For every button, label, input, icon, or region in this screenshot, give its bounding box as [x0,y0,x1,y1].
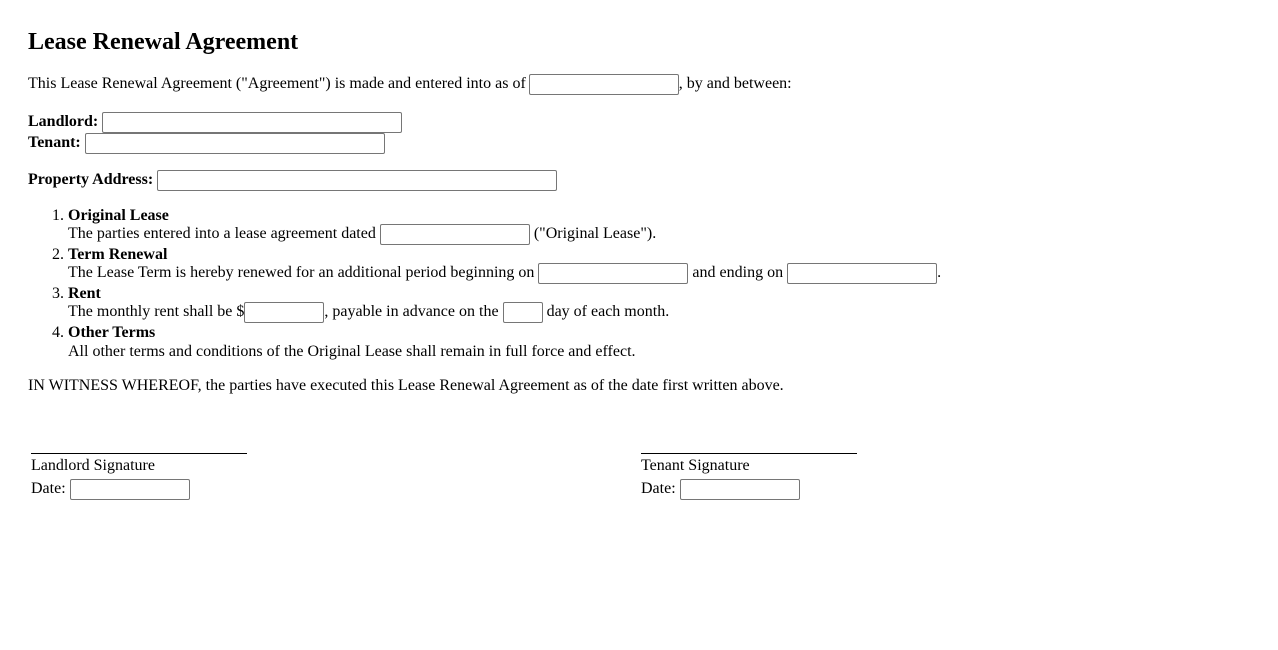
section-body [68,224,656,245]
date-label: Date: [641,480,676,498]
tenant-signature-label: Tenant Signature [641,457,750,474]
intro-text: This Lease Renewal Agreement ("Agreement") is made and entered into as of [28,75,526,93]
landlord-date-row [31,479,288,500]
section-text: The Lease Term is hereby renewed for an additional period beginning on [68,264,535,282]
section-title: Original Lease [68,207,169,224]
section-text: The monthly rent shall be $ [68,303,245,321]
witness-clause: IN WITNESS WHEREOF, the parties have executed this Lease Renewal Agreement as of the date first written above. [28,377,784,394]
tenant-label: Tenant: [28,134,81,152]
intro-text-end: , by and between: [678,75,792,93]
section-text-middle: , payable in advance on the [324,303,499,321]
landlord-signature-line[interactable] [31,453,247,454]
section-body [68,302,669,323]
section-number: 4. [52,324,64,341]
property-address-input[interactable] [157,170,557,191]
original-lease-date-input[interactable] [380,224,530,245]
landlord-row [28,112,402,133]
landlord-label: Landlord: [28,113,99,131]
landlord-date-input[interactable] [70,479,190,500]
renewal-start-date-input[interactable] [538,263,688,284]
property-row [28,170,557,191]
section-title: Other Terms [68,324,156,341]
section-number: 3. [52,285,64,302]
landlord-signature-block [28,436,288,500]
page-title: Lease Renewal Agreement [28,29,299,55]
tenant-signature-line[interactable] [641,453,857,454]
renewal-end-date-input[interactable] [787,263,937,284]
section-text: The parties entered into a lease agreement dated [68,225,376,243]
date-label: Date: [31,480,66,498]
section-body [68,342,636,361]
section-number: 2. [52,246,64,263]
section-text-end: ("Original Lease"). [533,225,657,243]
agreement-date-input[interactable] [529,74,679,95]
section-text: All other terms and conditions of the Original Lease shall remain in full force and effect. [68,343,636,360]
section-text-end: day of each month. [546,303,670,321]
section-title: Rent [68,285,101,302]
section-text-end: . [937,264,942,282]
property-address-label: Property Address: [28,171,154,189]
intro-paragraph [28,74,792,95]
rent-due-day-input[interactable] [503,302,543,323]
tenant-date-input[interactable] [680,479,800,500]
section-number: 1. [52,207,64,224]
tenant-row [28,133,385,154]
landlord-name-input[interactable] [102,112,402,133]
tenant-name-input[interactable] [85,133,385,154]
section-title: Term Renewal [68,246,168,263]
landlord-signature-label: Landlord Signature [31,457,155,474]
tenant-date-row [641,479,898,500]
section-body [68,263,941,284]
monthly-rent-input[interactable] [244,302,324,323]
tenant-signature-block [638,436,898,500]
section-text-middle: and ending on [692,264,784,282]
